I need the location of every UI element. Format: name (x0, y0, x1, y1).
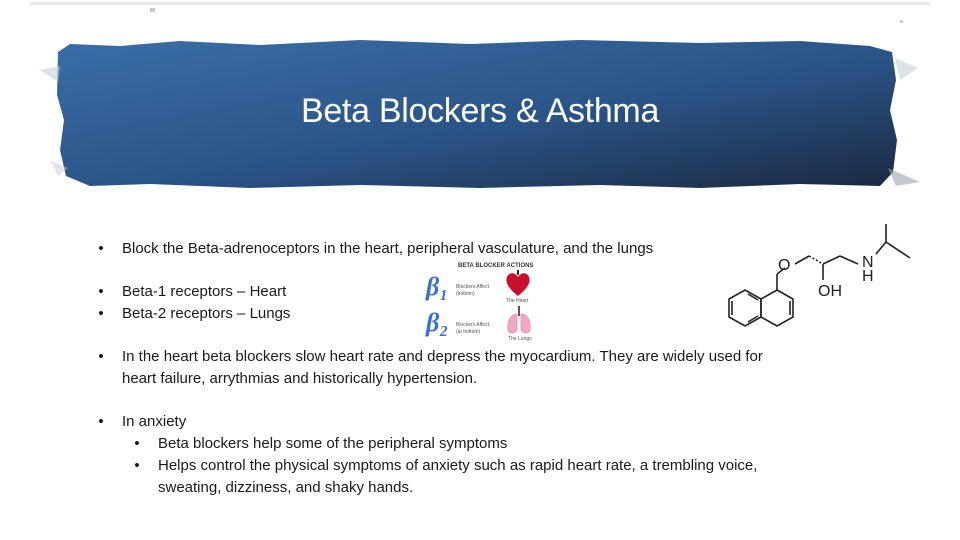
bullet-marker: • (98, 283, 104, 300)
molecule-atom-n: N (862, 254, 874, 271)
propranolol-structure (712, 218, 922, 346)
bullet-marker: • (98, 348, 104, 365)
beta2-sub: (at bottom) (456, 329, 481, 335)
figure-caption: BETA BLOCKER ACTIONS (458, 263, 534, 269)
sub-bullet-peripheral: Beta blockers help some of the peripheral symptoms (158, 435, 508, 452)
sub-bullet-marker: • (134, 435, 140, 452)
molecule-atom-h: H (862, 268, 874, 285)
beta1-label: Blockers Affect (456, 284, 489, 290)
bullet-marker: • (98, 413, 104, 430)
lungs-organ-label: The Lungs (508, 336, 532, 342)
slide-title: Beta Blockers & Asthma (300, 92, 660, 130)
sub-bullet-physical-line-1: Helps control the physical symptoms of anxiety such as rapid heart rate, a trembling voice, (158, 457, 758, 474)
beta-actions-figure (422, 262, 542, 342)
bullet-receptors: Block the Beta-adrenoceptors in the heart, peripheral vasculature, and the lungs (122, 240, 654, 257)
beta1-mark: β₁ (426, 272, 449, 301)
beta1-sub: (bottom) (456, 291, 475, 297)
bullet-marker: • (98, 305, 104, 322)
heart-icon (504, 270, 532, 298)
beta2-mark: β₂ (426, 308, 449, 337)
heart-organ-label: The Heart (506, 298, 529, 304)
bullet-beta2: Beta-2 receptors – Lungs (122, 305, 291, 322)
molecule-hydroxyl: OH (818, 283, 842, 300)
molecule-atom-o: O (778, 257, 791, 274)
sub-bullet-physical-line-2: sweating, dizziness, and shaky hands. (158, 479, 414, 496)
beta2-label: Blockers Affect (456, 322, 489, 328)
lungs-icon (504, 306, 534, 336)
bullet-heart-line-1: In the heart beta blockers slow heart rate and depress the myocardium. They are widely used for (122, 348, 763, 365)
bullet-heart-line-2: heart failure, arrythmias and historically hypertension. (122, 370, 478, 387)
bullet-marker: • (98, 240, 104, 257)
sub-bullet-marker: • (134, 457, 140, 474)
bullet-beta1: Beta-1 receptors – Heart (122, 283, 287, 300)
bullet-anxiety: In anxiety (122, 413, 187, 430)
